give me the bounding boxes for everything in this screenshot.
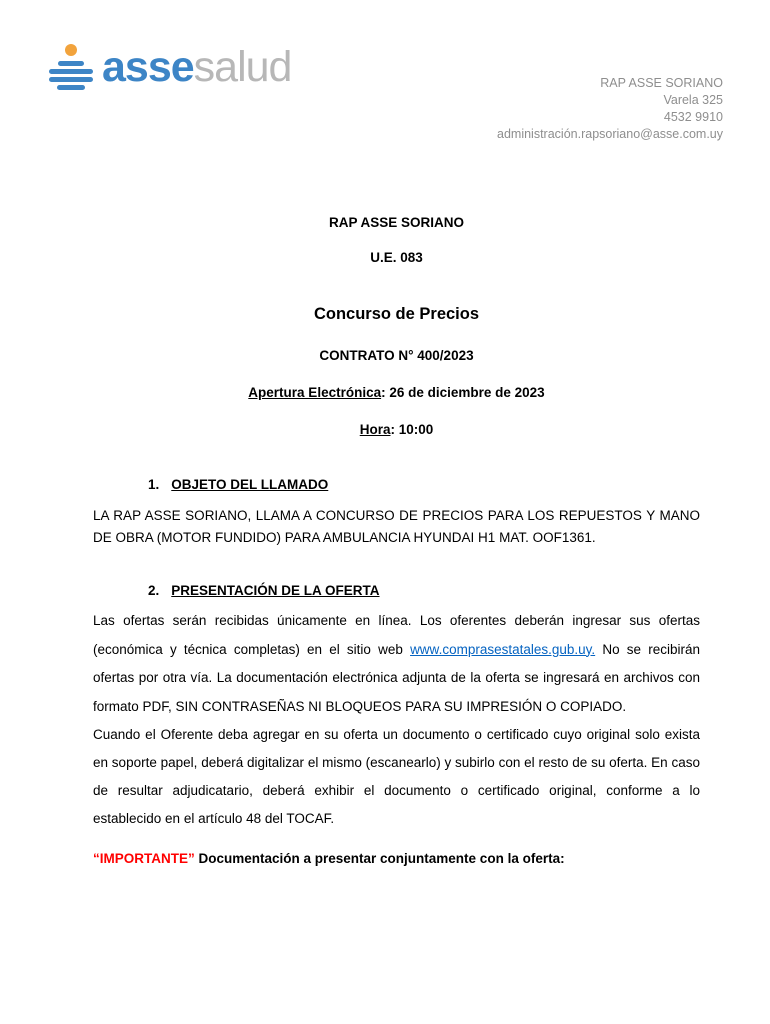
- logo-text-salud: salud: [193, 43, 292, 91]
- section-presentacion: [93, 583, 700, 833]
- section-objeto: [93, 477, 700, 549]
- contract-number: CONTRATO N° 400/2023: [319, 348, 474, 363]
- section-1-title: OBJETO DEL LLAMADO: [171, 477, 329, 492]
- contact-block: [497, 75, 723, 143]
- compras-estatales-link[interactable]: www.comprasestatales.gub.uy.: [410, 641, 596, 657]
- contact-email: administración.rapsoriano@asse.com.uy: [497, 127, 723, 141]
- importante-text: Documentación a presentar conjuntamente con la oferta:: [194, 851, 565, 866]
- section-2-number: 2.: [148, 583, 160, 598]
- document-type-title: Concurso de Precios: [313, 305, 480, 323]
- section-2-title: PRESENTACIÓN DE LA OFERTA: [171, 583, 380, 598]
- apertura-line: [93, 385, 700, 400]
- flag-stripe: [49, 77, 93, 82]
- org-title: RAP ASSE SORIANO: [328, 215, 465, 230]
- paragraph-text: Las ofertas serán recibidas únicamente en línea. Los oferentes deberán ingresar sus ofertas (económica y técnica completas) en el sitio web: [93, 613, 700, 657]
- section-2-paragraph-1: [93, 607, 700, 721]
- flag-stripe: [57, 85, 85, 90]
- contact-phone: 4532 9910: [663, 110, 723, 124]
- flag-stripe: [49, 69, 93, 74]
- document-body: [0, 215, 770, 866]
- section-1-heading: [93, 477, 700, 492]
- hora-value: : 10:00: [390, 422, 434, 437]
- asse-logo: [48, 42, 291, 92]
- asse-sun-flag-icon: [48, 42, 94, 92]
- hora-line: [93, 422, 700, 437]
- section-2-paragraph-2: Cuando el Oferente deba agregar en su oferta un documento o certificado cuyo original solo exista en soporte papel, deberá digitalizar el mismo (escanearlo) y subirlo con el resto de su oferta. En caso de resultar adjudicatario, deberá exhibir el documento o certificado original, conforme a lo establecido en el artículo 48 del TOCAF.: [93, 727, 700, 826]
- apertura-value: : 26 de diciembre de 2023: [381, 385, 545, 400]
- importante-line: [93, 851, 700, 866]
- paragraph-text: No se recibirán ofertas por otra vía. La documentación electrónica adjunta de la oferta se ingresará en archivos con formato PDF, SIN CONTRASEÑAS NI BLOQUEOS PARA SU IMPRESIÓN O COPIADO.: [93, 641, 700, 714]
- apertura-label: Apertura Electrónica: [248, 385, 382, 400]
- section-1-number: 1.: [148, 477, 160, 492]
- sun-icon: [65, 44, 77, 56]
- logo-text-asse: asse: [102, 43, 194, 91]
- logo-wordmark: [102, 42, 291, 92]
- ue-title: U.E. 083: [370, 250, 423, 265]
- importante-label: “IMPORTANTE”: [93, 851, 195, 866]
- contact-address: Varela 325: [663, 93, 723, 107]
- document-header: [0, 0, 770, 143]
- section-1-paragraph: LA RAP ASSE SORIANO, LLAMA A CONCURSO DE PRECIOS PARA LOS REPUESTOS Y MANO DE OBRA (MOTOR FUNDIDO) PARA AMBULANCIA HYUNDAI H1 MAT. OOF1361.: [93, 508, 700, 545]
- title-block: [93, 215, 700, 437]
- flag-stripe: [58, 61, 84, 66]
- hora-label: Hora: [359, 422, 391, 437]
- section-2-heading: [93, 583, 700, 598]
- contact-org: RAP ASSE SORIANO: [600, 76, 723, 90]
